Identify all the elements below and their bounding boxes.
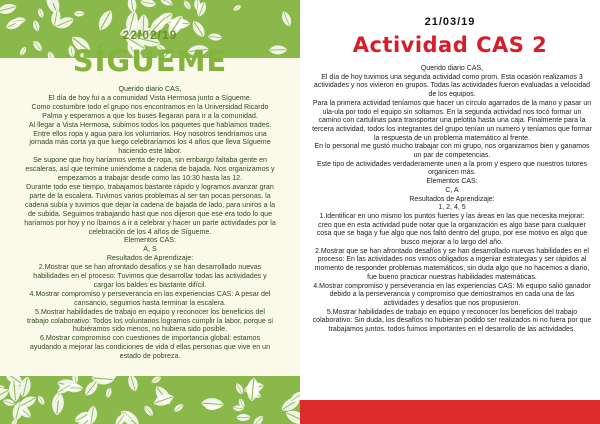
entry-paragraph: El día de hoy tuvimos una segunda actividad como prom. Esta ocasión realizamos 3 actividades y nos vivieron en grupos. Todas las actividades fueron evaluadas a velocidad de los equipos. [313,73,591,99]
leaf-icon [232,4,242,12]
leaf-icon [236,414,250,421]
entry-paragraph: C, A [445,186,459,194]
leaf-icon [126,0,137,13]
leaf-icon [74,11,85,17]
entry-paragraph: Querido diario CAS, [118,85,182,93]
entry-paragraph: 6.Mostrar compromiso con cuestiones de importancia global: estamos ayudando a mejorar las condiciones de vida d ellas personas que vive en un estado de pobreza. [29,334,271,361]
red-footer-bar [300,400,600,424]
leaf-icon [126,376,140,393]
entry-paragraph: El día de hoy fui a a comunidad Vista Hermosa junto a Sígueme. [48,93,252,102]
leaf-icon [140,0,157,8]
leaf-icon [158,0,174,8]
entry-paragraph: Elementos CAS: [426,178,478,186]
entry-paragraph: Resultados de Aprendizaje: [409,195,495,203]
entry-paragraph: 5.Mostrar habilidades de trabajo en equipo y reconocer los beneficios del trabajo colaborativo: Sin duda, los desafíos no hubieran podido ser realizados ni no fuera por que trabajamos juntos. todos fuimos importantes en el desarrollo de las actividades. [312,308,592,334]
entry-paragraph: 1, 2, 4, 5 [438,204,466,212]
entry-paragraph: Resultados de Aprendizaje: [106,254,194,263]
entry-title: Actividad CAS 2 [352,33,548,57]
leaf-icon [182,0,192,11]
entry-title: SÍGUEME [72,44,228,78]
leaf-icon [105,387,113,399]
entry-paragraph: Como costumbre todo el grupo nos encontramos en la Universidad Ricardo Palma y esperamos a que los buses llegaran para ir a la comunidad. [31,102,269,120]
entry-paragraph: Para la primera actividad teníamos que hacer un círculo agarrados de la mano y pasar un ula-ula por todo el equipo sin soltarnos. En la segunda actividad nos tocó formar un camino con cartulinas para transportar una pelotita hasta una caja. Finalmente para la tercera actividad, todos los integrantes del grupo tenían un numero y teníamos que formar la respuesta de un problema matemático al frente. [312,99,592,142]
entry-paragraph: 4.Mostrar compromiso y perseverancia en las experiencias CAS: Mi equipo salió ganador debido a la perseverancia y compromiso que demostramos en cada una de las actividades y desafíos que nos propusieron. [313,282,591,307]
entry-body [312,65,592,335]
entry-paragraph: Elementos CAS: [123,236,177,245]
leaf-icon [37,7,45,18]
leaf-icon [172,402,184,413]
leaf-icon [234,382,245,396]
entry-paragraph: 4.Mostrar compromiso y perseverancia en las experiencias CAS: A pesar del cansancio, seguimos hasta terminar la escalera. [29,289,271,307]
leaf-icon [201,397,224,410]
entry-paragraph: En lo personal me gustó mucho trabajar con mi grupo, nos organizamos bien y ganamos un par de competencias. [314,143,590,160]
entry-paragraph: Durante todo ese tiempo, trabajamos bastante rápido y logramos avanzar gran parte de la escalera. Tuvimos varios problemas al ser tan pocas personas. la cadena subía y tuvimos que dejar la cadena de bajada de lado, para uniros a la de subida. Seguimos trabajando hast que nos dijeron que ese era todo lo que haríamos por hoy y no íbamos a ir a celebrar y hacer un parte actividades por la celebración de los 4 años de Sígueme. [24,182,276,236]
leaf-icon [142,404,155,418]
journal-page-actividad-cas-2 [300,0,600,424]
entry-paragraph: Este tipo de actividades verdaderamente unen a la prom y espero que nuestros tutores organicen más. [316,160,588,177]
entry-date: 22/02/19 [122,28,178,42]
leaf-icon [36,394,46,406]
entry-paragraph: 5.Mostrar habilidades de trabajo en equipo y reconocer los beneficios del trabajo colaborativo: Todos los voluntarios logramos cumplir la labor, porque si hubiéramos sido menos, no hubiera sido posible. [27,307,273,334]
leaf-pattern-icon [0,376,300,424]
leaf-icon [0,2,18,16]
entry-date: 21/03/19 [424,16,476,28]
entry-paragraph: 2.Mostrar que se han afrontado desafíos y se han desarrollado nuevas habilidades en el proceso: En las actividades nos vimos obligados a ingeniar estrategias y ser rápidos al momento de responder problemas matemáticos, sin duda algo que no hacemos a diario, fue bueno practicar nuestras habilidades matemáticas. [314,247,590,281]
leaf-icon [251,414,265,424]
entry-paragraph: 1.Identificar en uno mismo los puntos fuertes y las áreas en las que necesita mejorar: creo que en esta actividad pude notar que la organización es algo base para cualquier cosa que se haga y fue algo que nos faltó dentro del grupo, por ese motivo es algo que busco mejorar a lo largo del año. [316,212,588,247]
entry-paragraph: Querido diario CAS, [420,65,484,72]
entry-paragraph: 2.Mostrar que se han afrontado desafíos y se han desarrollado nuevas habilidades en el proceso: Tuvimos que desarrollar todas las actividades y cargar los baldes es bastante difícil. [33,263,267,289]
leaf-icon [280,10,294,28]
entry-paragraph: Al llegar a Vista Hermosa, subimos todos los paquetes que habíamos trades. Entre ellos ropa y agua para los voluntarios. Hoy nosotros tendríamos una jornada más corta ya que luego celebraríamos los 4 años que lleva Sígueme haciendo este labor. [28,120,272,156]
leaf-icon [150,376,162,385]
leaf-pattern-bottom [0,376,300,424]
entry-body [24,85,276,361]
leaf-icon [246,377,260,401]
entry-paragraph: Se supone que hoy haríamos venta de ropa, sin embargo faltaba gente en escaleras, así que termine uniéndome a cadena de bajada. Nos organizamos y empezamos a trabajar desde como las 10:30 hasta las 12. [25,156,275,183]
entry-paragraph: A, S [143,245,157,254]
